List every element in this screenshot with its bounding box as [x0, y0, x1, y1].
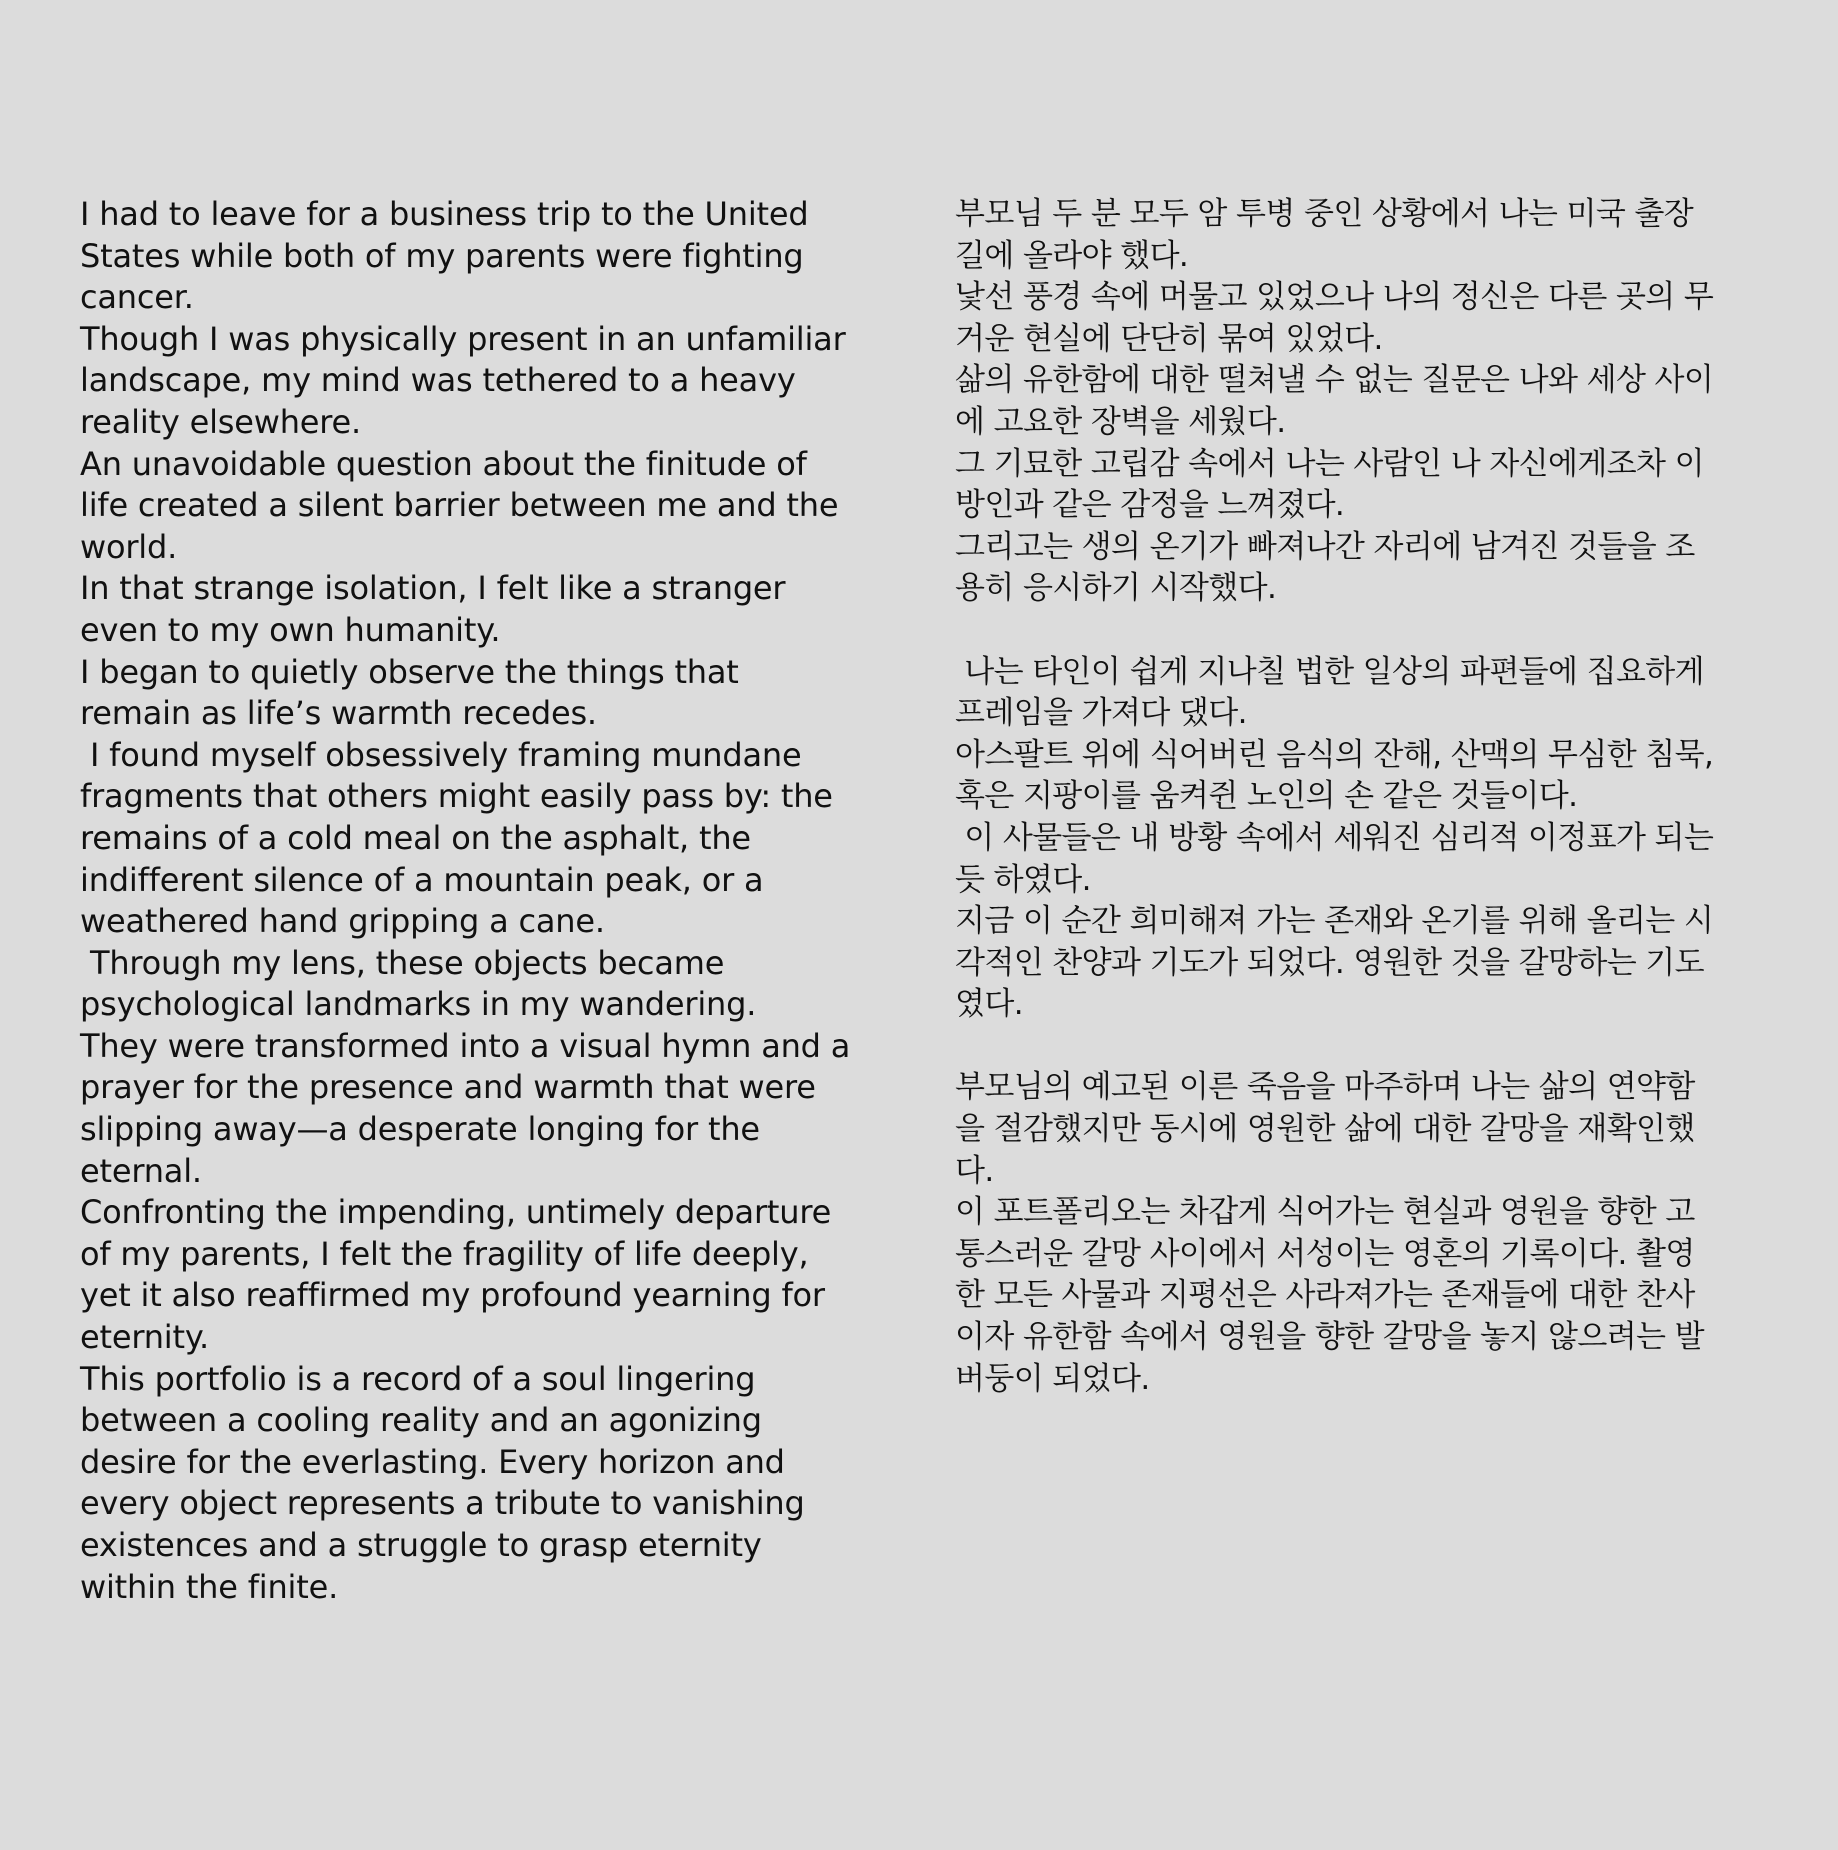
paragraph-spacer [955, 1026, 1755, 1068]
korean-line: 지금 이 순간 희미해져 가는 존재와 온기를 위해 올리는 시 [955, 903, 1714, 940]
korean-line: 혹은 지팡이를 움켜쥔 노인의 손 같은 것들이다. [955, 778, 1578, 815]
korean-line: 각적인 찬양과 기도가 되었다. 영원한 것을 갈망하는 기도 [955, 944, 1704, 981]
korean-line: 버둥이 되었다. [955, 1360, 1150, 1397]
english-line: eternity. [80, 1318, 209, 1357]
korean-line: 을 절감했지만 동시에 영원한 삶에 대한 갈망을 재확인했 [955, 1111, 1695, 1148]
korean-line: 통스러운 갈망 사이에서 서성이는 영혼의 기록이다. 촬영 [955, 1235, 1695, 1272]
english-line: slipping away—a desperate longing for the [80, 1110, 760, 1149]
english-line: cancer. [80, 278, 194, 317]
english-line: weathered hand gripping a cane. [80, 902, 605, 941]
english-line: existences and a struggle to grasp eternity [80, 1526, 762, 1564]
korean-line: 그 기묘한 고립감 속에서 나는 사람인 나 자신에게조차 이 [955, 445, 1704, 482]
english-line: remains of a cold meal on the asphalt, the [80, 818, 751, 857]
korean-line: 였다. [955, 986, 1023, 1023]
english-line: I began to quietly observe the things that [80, 652, 739, 691]
korean-line: 아스팔트 위에 식어버린 음식의 잔해, 산맥의 무심한 침묵, [955, 736, 1714, 773]
english-line: life created a silent barrier between me and the [80, 486, 839, 525]
english-line: I had to leave for a business trip to the United [80, 195, 809, 233]
english-line: of my parents, I felt the fragility of life deeply, [80, 1234, 809, 1273]
english-text-column [80, 194, 860, 1608]
korean-line: 나는 타인이 쉽게 지나칠 법한 일상의 파편들에 집요하게 [955, 653, 1704, 690]
english-line: prayer for the presence and warmth that were [80, 1068, 816, 1107]
english-line: Though I was physically present in an unfamiliar [80, 319, 846, 358]
korean-line: 에 고요한 장벽을 세웠다. [955, 403, 1286, 440]
english-line: reality elsewhere. [80, 402, 361, 441]
english-line: within the finite. [80, 1567, 339, 1606]
korean-line: 거운 현실에 단단히 묶여 있었다. [955, 320, 1383, 357]
english-line: In that strange isolation, I felt like a stranger [80, 569, 786, 608]
korean-line: 이자 유한함 속에서 영원을 향한 갈망을 놓지 않으려는 발 [955, 1319, 1704, 1356]
english-line: Confronting the impending, untimely departure [80, 1193, 832, 1232]
english-line: eternal. [80, 1151, 202, 1190]
korean-line: 이 사물들은 내 방황 속에서 세워진 심리적 이정표가 되는 [955, 819, 1714, 856]
english-line: landscape, my mind was tethered to a heavy [80, 361, 796, 400]
korean-line: 삶의 유한함에 대한 떨쳐낼 수 없는 질문은 나와 세상 사이 [955, 362, 1714, 399]
korean-line: 낯선 풍경 속에 머물고 있었으나 나의 정신은 다른 곳의 무 [955, 279, 1714, 316]
korean-line: 이 포트폴리오는 차갑게 식어가는 현실과 영원을 향한 고 [955, 1194, 1695, 1231]
english-line: This portfolio is a record of a soul lingering [80, 1359, 756, 1398]
english-line: Through my lens, these objects became [80, 943, 725, 982]
english-line: world. [80, 527, 178, 566]
english-line: fragments that others might easily pass by: the [80, 777, 833, 816]
english-line: remain as life’s warmth recedes. [80, 694, 597, 733]
korean-line: 한 모든 사물과 지평선은 사라져가는 존재들에 대한 찬사 [955, 1277, 1695, 1314]
english-line: desire for the everlasting. Every horizon and [80, 1442, 785, 1481]
english-line: between a cooling reality and an agonizing [80, 1401, 762, 1440]
english-line: I found myself obsessively framing mundane [80, 735, 802, 774]
korean-text-column [955, 194, 1755, 1400]
english-line: They were transformed into a visual hymn and a [80, 1026, 851, 1065]
korean-line: 용히 응시하기 시작했다. [955, 570, 1277, 607]
korean-line: 그리고는 생의 온기가 빠져나간 자리에 남겨진 것들을 조 [955, 528, 1695, 565]
english-line: indifferent silence of a mountain peak, or a [80, 860, 764, 899]
english-line: An unavoidable question about the finitude of [80, 444, 807, 483]
korean-line: 다. [955, 1152, 994, 1189]
english-line: States while both of my parents were fighting [80, 236, 804, 275]
korean-line: 듯 하였다. [955, 861, 1091, 898]
korean-line: 길에 올라야 했다. [955, 237, 1189, 274]
korean-line: 부모님 두 분 모두 암 투병 중인 상황에서 나는 미국 출장 [955, 196, 1694, 232]
korean-line: 프레임을 가져다 댔다. [955, 695, 1247, 732]
paragraph-spacer [955, 610, 1755, 652]
english-line: psychological landmarks in my wandering. [80, 985, 757, 1024]
english-line: every object represents a tribute to vanishing [80, 1484, 805, 1523]
korean-line: 부모님의 예고된 이른 죽음을 마주하며 나는 삶의 연약함 [955, 1069, 1695, 1106]
english-line: even to my own humanity. [80, 610, 501, 649]
english-line: yet it also reaffirmed my profound yearning for [80, 1276, 825, 1315]
korean-line: 방인과 같은 감정을 느껴졌다. [955, 487, 1345, 524]
